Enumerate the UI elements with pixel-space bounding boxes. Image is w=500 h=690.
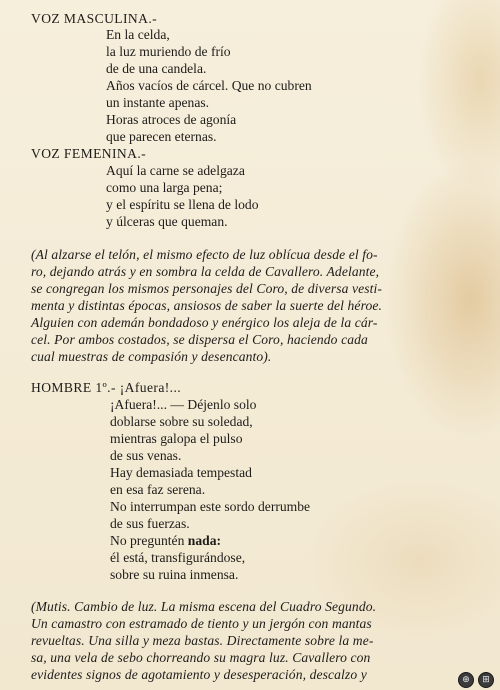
stage-direction-line: Un camastro con estramado de tiento y un jergón con mantas	[31, 616, 372, 631]
verse-line: y úlceras que queman.	[106, 214, 228, 229]
stage-direction-line: cual muestras de compasión y desencanto).	[31, 349, 272, 364]
verse-line-with-bold	[110, 533, 221, 549]
verse-line: de sus fuerzas.	[110, 516, 190, 531]
verse-line: No interrumpan este sordo derrumbe	[110, 499, 311, 514]
verse-line: sobre su ruina inmensa.	[110, 567, 239, 582]
bold-word: nada:	[187, 533, 222, 548]
verse-line: mientras galopa el pulso	[110, 431, 243, 446]
verse-line: la luz muriendo de frío	[106, 44, 231, 59]
stage-direction-line: sa, una vela de sebo chorreando su magra luz. Cavallero con	[31, 650, 371, 665]
verse-line: doblarse sobre su soledad,	[110, 414, 253, 429]
verse-line: de de una candela.	[106, 61, 207, 76]
speaker-voz-masculina: VOZ MASCULINA.-	[31, 11, 158, 26]
verse-line: Aquí la carne se adelgaza	[106, 163, 245, 178]
verse-line: Horas atroces de agonía	[106, 112, 237, 127]
verse-line: En la celda,	[106, 27, 170, 42]
stage-direction-line: Alguien con ademán bondadoso y enérgico los aleja de la cár-	[31, 315, 378, 330]
fullscreen-icon[interactable]: ⊞	[478, 672, 494, 688]
stage-direction-line: (Mutis. Cambio de luz. La misma escena del Cuadro Segundo.	[31, 599, 377, 614]
verse-line: Hay demasiada tempestad	[110, 465, 252, 480]
verse-line: en esa faz serena.	[110, 482, 206, 497]
verse-line: ¡Afuera!... — Déjenlo solo	[110, 397, 257, 412]
stage-direction-line: revueltas. Una silla y meza bastas. Directamente sobre la me-	[31, 633, 374, 648]
verse-line: de sus venas.	[110, 448, 182, 463]
stage-direction-line: ro, dejando atrás y en sombra la celda de Cavallero. Adelante,	[31, 264, 380, 279]
speaker-voz-femenina: VOZ FEMENINA.-	[31, 146, 147, 161]
verse-line: que parecen eternas.	[106, 129, 217, 144]
verse-line: como una larga pena;	[106, 180, 223, 195]
zoom-icon[interactable]: ⊕	[458, 672, 474, 688]
stage-direction-line: se congregan los mismos personajes del Coro, de diversa vesti-	[31, 281, 383, 296]
stage-direction-line: evidentes signos de agotamiento y desesperación, descalzo y	[31, 667, 367, 682]
verse-text: No preguntén	[110, 533, 188, 548]
speaker-hombre-1: HOMBRE 1º.- ¡Afuera!...	[31, 380, 182, 395]
verse-line: un instante apenas.	[106, 95, 210, 110]
stage-direction-line: (Al alzarse el telón, el mismo efecto de luz oblícua desde el fo-	[31, 247, 378, 262]
stage-direction-line: cel. Por ambos costados, se dispersa el Coro, haciendo cada	[31, 332, 368, 347]
verse-line: Años vacíos de cárcel. Que no cubren	[106, 78, 312, 93]
verse-line: él está, transfigurándose,	[110, 550, 246, 565]
stage-direction-line: menta y distintas épocas, ansiosos de saber la suerte del héroe.	[31, 298, 382, 313]
verse-line: y el espíritu se llena de lodo	[106, 197, 259, 212]
